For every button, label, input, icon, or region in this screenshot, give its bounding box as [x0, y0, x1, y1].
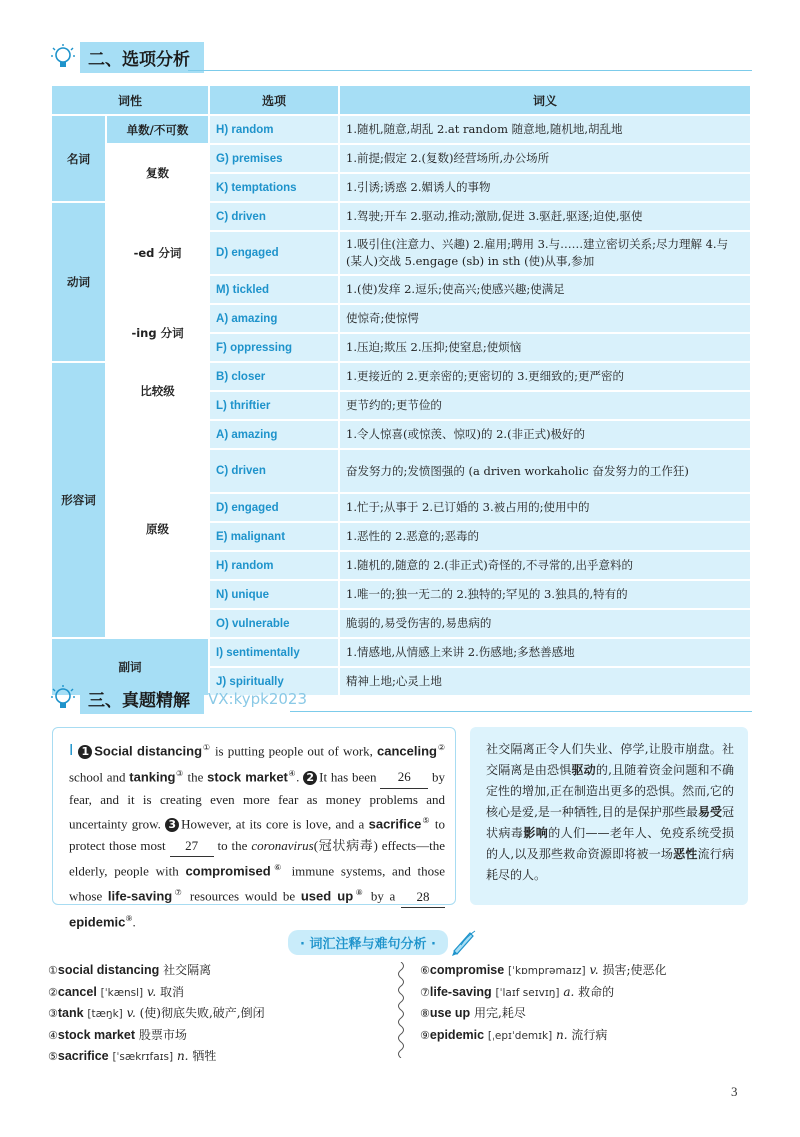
- meaning-cell: 更节约的;更节俭的: [339, 391, 751, 420]
- glossary-item: [48, 1003, 265, 1025]
- gloss-word: life-saving: [429, 984, 492, 999]
- translation-highlight: 影响: [523, 826, 549, 840]
- gloss-phonetic: [ˈlaɪf seɪvɪŋ]: [495, 986, 560, 999]
- glossary-item: [420, 960, 667, 982]
- note-marker: ⑦: [172, 888, 185, 898]
- sub-pos: -ing 分词: [106, 304, 209, 362]
- watermark-text: VX:kypk2023: [208, 689, 308, 708]
- lightbulb-icon: [50, 43, 76, 73]
- meaning-cell: 1.驾驶;开车 2.驱动,推动;激励,促进 3.驱赶,驱逐;迫使,驱使: [339, 202, 751, 231]
- term: sacrifice: [368, 816, 422, 832]
- option-cell: G) premises: [209, 144, 339, 173]
- meaning-cell: 1.更接近的 2.更亲密的;更密切的 3.更细致的;更严密的: [339, 362, 751, 391]
- note-marker: ③: [175, 768, 184, 778]
- gloss-word: cancel: [57, 984, 97, 999]
- pos-adj: 形容词: [51, 362, 106, 638]
- passage-text: by a: [365, 888, 402, 904]
- glossary-left: [48, 960, 265, 1068]
- option-cell: O) vulnerable: [209, 609, 339, 638]
- gloss-pos: v.: [146, 984, 157, 999]
- passage-box: [52, 727, 456, 930]
- translation-text: 社交隔离正令人们失业、停学,让股市崩盘。社交隔离是由恐惧: [486, 742, 734, 777]
- passage-text: However, at its core is love, and a: [181, 816, 369, 832]
- lightbulb-icon: [50, 684, 76, 714]
- gloss-word: sacrifice: [57, 1049, 109, 1063]
- gloss-num: ⑨: [420, 1028, 430, 1042]
- table-row: [51, 304, 751, 333]
- gloss-phonetic: [ˈkænsl]: [100, 986, 144, 999]
- term: life-saving: [107, 888, 173, 904]
- gloss-def: 损害;使恶化: [602, 963, 667, 977]
- note-marker: ⑧: [353, 888, 366, 898]
- gloss-num: ⑧: [420, 1007, 430, 1020]
- option-cell: A) amazing: [209, 304, 339, 333]
- option-cell: E) malignant: [209, 522, 339, 551]
- term: used up: [300, 888, 354, 904]
- meaning-cell: 1.情感地,从情感上来讲 2.伤感地;多愁善感地: [339, 638, 751, 667]
- table-row: [51, 420, 751, 449]
- gloss-pos: n.: [556, 1027, 568, 1042]
- gloss-def: 流行病: [571, 1027, 608, 1042]
- gloss-def: 用完,耗尽: [474, 1006, 526, 1020]
- glossary-item: [48, 960, 265, 982]
- gloss-pos: v.: [589, 963, 599, 977]
- gloss-def: 股票市场: [138, 1027, 187, 1042]
- sentence-number: 2: [303, 771, 317, 785]
- translation-highlight: 易受: [697, 805, 722, 819]
- table-row: [51, 638, 751, 667]
- note-marker: ⑥: [270, 863, 285, 873]
- passage-text: by fear, and it is creating even more fear as money problems and uncertainty grow.: [69, 769, 446, 832]
- gloss-word: stock market: [57, 1027, 135, 1042]
- term: Social distancing: [94, 743, 203, 759]
- section2-header: [50, 42, 204, 73]
- term: tanking: [129, 769, 176, 785]
- translation-text: 流行病耗尽的人。: [486, 847, 734, 882]
- glossary-item: [48, 982, 265, 1004]
- section2-title: 二、选项分析: [80, 42, 204, 73]
- sub-pos: 原级: [106, 420, 209, 638]
- passage-text: to protect those most: [69, 816, 445, 853]
- table-row: [51, 202, 751, 231]
- gloss-num: ③: [48, 1007, 58, 1020]
- meaning-cell: 奋发努力的;发愤图强的 (a driven workaholic 奋发努力的工作狂): [339, 449, 751, 493]
- gloss-phonetic: [tæŋk]: [87, 1008, 123, 1020]
- gloss-num: ④: [48, 1028, 58, 1042]
- pos-noun: 名词: [51, 115, 106, 202]
- section3-title: 三、真题精解: [80, 683, 204, 714]
- gloss-def: 取消: [159, 984, 184, 999]
- gloss-word: epidemic: [429, 1027, 485, 1042]
- note-marker: ④: [287, 768, 297, 778]
- gloss-num: ①: [48, 964, 58, 977]
- option-cell: K) temptations: [209, 173, 339, 202]
- meaning-cell: 1.吸引住(注意力、兴趣) 2.雇用;聘用 3.与……建立密切关系;尽力理解 4.与(某人)交战 5.engage (sb) in sth (使)从事,参加: [339, 231, 751, 275]
- passage-text: resources would be: [184, 888, 301, 904]
- table-header-row: [51, 85, 751, 115]
- pen-icon: [448, 927, 478, 957]
- option-cell: L) thriftier: [209, 391, 339, 420]
- gloss-def: 救命的: [578, 984, 615, 999]
- spiral-divider-icon: [396, 962, 406, 1058]
- page-number: 3: [731, 1084, 738, 1099]
- note-marker: ①: [202, 743, 211, 752]
- passage-roman-numeral: Ⅰ: [69, 743, 75, 760]
- answer-blank-27: 27: [170, 835, 214, 858]
- header-meaning: 词义: [339, 85, 751, 115]
- gloss-pos: n.: [176, 1049, 189, 1063]
- section2-divider: [188, 70, 752, 71]
- sentence-number: 1: [78, 745, 92, 759]
- section3-header: [50, 683, 307, 714]
- passage-text: .: [296, 769, 304, 785]
- sentence-number: 3: [165, 818, 179, 832]
- passage-text: to the: [213, 837, 252, 853]
- gloss-word: social distancing: [57, 963, 160, 977]
- option-cell: A) amazing: [209, 420, 339, 449]
- glossary-item: [420, 982, 667, 1004]
- passage-text: (冠状病毒) effects—the elderly, people with: [69, 837, 445, 879]
- option-cell: C) driven: [209, 202, 339, 231]
- meaning-cell: 1.令人惊喜(或惊羡、惊叹)的 2.(非正式)极好的: [339, 420, 751, 449]
- passage-text: .: [132, 914, 136, 930]
- gloss-num: ⑥: [420, 964, 430, 977]
- table-row: [51, 144, 751, 173]
- sub-pos: 复数: [106, 144, 209, 202]
- passage-text: is putting people out of work,: [210, 743, 373, 759]
- vocab-banner-text: 词汇注释与难句分析: [309, 936, 427, 952]
- answer-blank-28: 28: [401, 886, 445, 909]
- option-cell: M) tickled: [209, 275, 339, 304]
- pos-verb: 动词: [51, 202, 106, 362]
- option-cell: F) oppressing: [209, 333, 339, 362]
- passage-text: immune systems, and those whose: [69, 863, 445, 904]
- glossary-right: [420, 960, 667, 1046]
- option-cell: B) closer: [209, 362, 339, 391]
- gloss-word: compromise: [429, 963, 505, 977]
- translation-highlight: 驱动: [571, 763, 596, 777]
- meaning-cell: 1.恶性的 2.恶意的;恶毒的: [339, 522, 751, 551]
- gloss-word: tank: [57, 1006, 84, 1020]
- option-cell: H) random: [209, 551, 339, 580]
- vocab-banner-label: · 词汇注释与难句分析 ·: [288, 930, 448, 955]
- glossary-item: [48, 1025, 265, 1047]
- pos-adv: 副词: [51, 638, 209, 696]
- meaning-cell: 精神上地;心灵上地: [339, 667, 751, 696]
- option-cell: D) engaged: [209, 231, 339, 275]
- header-pos: 词性: [51, 85, 209, 115]
- vocab-banner: [288, 927, 478, 957]
- gloss-num: ⑦: [420, 985, 430, 999]
- glossary-item: [420, 1025, 667, 1047]
- meaning-cell: 1.(使)发痒 2.逗乐;使高兴;使感兴趣;使满足: [339, 275, 751, 304]
- sub-pos: 单数/不可数: [106, 115, 209, 144]
- term-italic: coronavirus: [251, 837, 314, 853]
- meaning-cell: 脆弱的,易受伤害的,易患病的: [339, 609, 751, 638]
- translation-highlight: 恶性: [673, 847, 698, 861]
- gloss-pos: a.: [563, 984, 575, 999]
- gloss-def: (使)彻底失败,破产,倒闭: [139, 1006, 265, 1020]
- meaning-cell: 1.忙于;从事于 2.已订婚的 3.被占用的;使用中的: [339, 493, 751, 522]
- passage-text: school and: [69, 769, 130, 785]
- meaning-cell: 1.随机,随意,胡乱 2.at random 随意地,随机地,胡乱地: [339, 115, 751, 144]
- gloss-word: use up: [429, 1006, 471, 1020]
- glossary-item: [420, 1003, 667, 1025]
- translation-text: 冠状病毒: [486, 805, 734, 840]
- answer-blank-26: 26: [380, 766, 428, 789]
- meaning-cell: 1.引诱;诱惑 2.媚诱人的事物: [339, 173, 751, 202]
- gloss-num: ②: [48, 985, 58, 999]
- term: compromised: [185, 863, 271, 879]
- table-row: [51, 362, 751, 391]
- option-cell: N) unique: [209, 580, 339, 609]
- option-cell: D) engaged: [209, 493, 339, 522]
- term: canceling: [377, 743, 437, 759]
- gloss-def: 社交隔离: [163, 963, 212, 977]
- translation-text: 的,且随着资金问题和不确定性的增加,正在制造出更多的恐惧。然而,它的核心是爱,是一种牺牲,目的是保护那些最: [486, 763, 734, 819]
- term: epidemic: [69, 914, 126, 930]
- glossary-item: [48, 1046, 265, 1068]
- gloss-phonetic: [ˈsækrɪfaɪs]: [112, 1051, 174, 1063]
- meaning-cell: 1.唯一的;独一无二的 2.独特的;罕见的 3.独具的,特有的: [339, 580, 751, 609]
- note-marker: ⑤: [421, 816, 431, 826]
- gloss-pos: v.: [126, 1006, 136, 1020]
- meaning-cell: 1.压迫;欺压 2.压抑;使窒息;使烦恼: [339, 333, 751, 362]
- section3-divider: [290, 711, 752, 712]
- meaning-cell: 1.前提;假定 2.(复数)经营场所,办公场所: [339, 144, 751, 173]
- header-option: 选项: [209, 85, 339, 115]
- passage-text: It has been: [319, 769, 381, 785]
- note-marker: ②: [437, 743, 446, 752]
- translation-text: 的人们——老年人、免疫系统受损的人,以及那些救命资源即将被一场: [486, 826, 734, 861]
- option-cell: I) sentimentally: [209, 638, 339, 667]
- sub-pos: -ed 分词: [106, 202, 209, 304]
- gloss-def: 牺牲: [192, 1049, 217, 1063]
- option-cell: H) random: [209, 115, 339, 144]
- sub-pos: 比较级: [106, 362, 209, 420]
- gloss-phonetic: [ˈkɒmprəmaɪz]: [508, 965, 586, 977]
- table-row: [51, 115, 751, 144]
- vocab-table: [50, 84, 752, 697]
- gloss-num: ⑤: [48, 1050, 58, 1063]
- option-cell: J) spiritually: [209, 667, 339, 696]
- translation-box: [470, 727, 748, 905]
- note-marker: ⑨: [125, 914, 133, 924]
- meaning-cell: 使惊奇;使惊愕: [339, 304, 751, 333]
- term: stock market: [207, 769, 288, 785]
- option-cell: C) driven: [209, 449, 339, 493]
- gloss-phonetic: [ˌepɪˈdemɪk]: [487, 1029, 553, 1042]
- meaning-cell: 1.随机的,随意的 2.(非正式)奇怪的,不寻常的,出乎意料的: [339, 551, 751, 580]
- passage-text: the: [183, 769, 208, 785]
